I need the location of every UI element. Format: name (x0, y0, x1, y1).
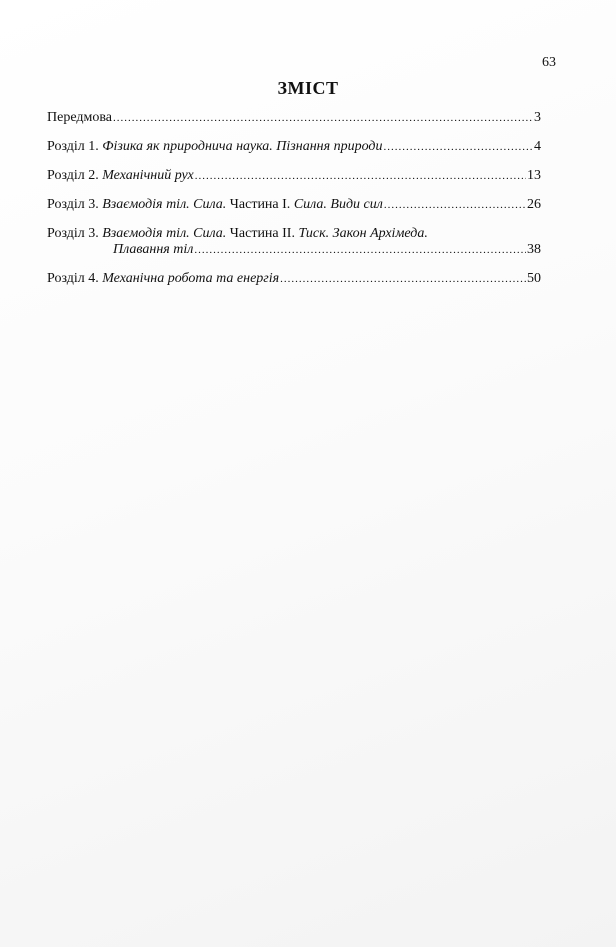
toc-entry-label: Розділ 4. Механічна робота та енергія (47, 271, 280, 286)
toc-entry-chapter-3-part-2[interactable] (47, 226, 541, 242)
toc-entry-label: Розділ 2. Механічний рух (47, 168, 194, 183)
toc-entry-page: 38 (527, 242, 541, 257)
toc-leader-dots (195, 168, 526, 184)
toc-entry-label: Розділ 3. Взаємодія тіл. Сила. Частина ІІ. Тиск. Закон Архімеда. (47, 226, 428, 241)
toc-entry-label: Розділ 1. Фізика як природнича наука. Пізнання природи (47, 139, 383, 154)
toc-leader-dots (113, 110, 533, 126)
toc-entry-intro[interactable] (47, 110, 541, 126)
toc-entry-page: 26 (527, 197, 541, 212)
toc-entry-chapter-3-part-2-continued[interactable] (47, 242, 541, 258)
toc-entry-label: Розділ 3. Взаємодія тіл. Сила. Частина І. Сила. Види сил (47, 197, 383, 212)
toc-entry-chapter-3-part-1[interactable] (47, 197, 541, 213)
toc-entry-label-continued: Плавання тіл (113, 242, 194, 257)
table-of-contents (47, 110, 541, 300)
toc-entry-page: 3 (534, 110, 541, 125)
toc-leader-dots (194, 242, 526, 258)
toc-entry-chapter-1[interactable] (47, 139, 541, 155)
toc-leader-dots (384, 197, 526, 213)
toc-entry-page: 13 (527, 168, 541, 183)
toc-entry-label: Передмова (47, 110, 112, 125)
toc-entry-chapter-2[interactable] (47, 168, 541, 184)
page-title: ЗМІСТ (277, 78, 339, 98)
toc-entry-page: 4 (534, 139, 541, 154)
page-number: 63 (542, 55, 556, 70)
toc-entry-chapter-4[interactable] (47, 271, 541, 287)
toc-leader-dots (384, 139, 534, 155)
toc-entry-page: 50 (527, 271, 541, 286)
toc-leader-dots (280, 271, 526, 287)
